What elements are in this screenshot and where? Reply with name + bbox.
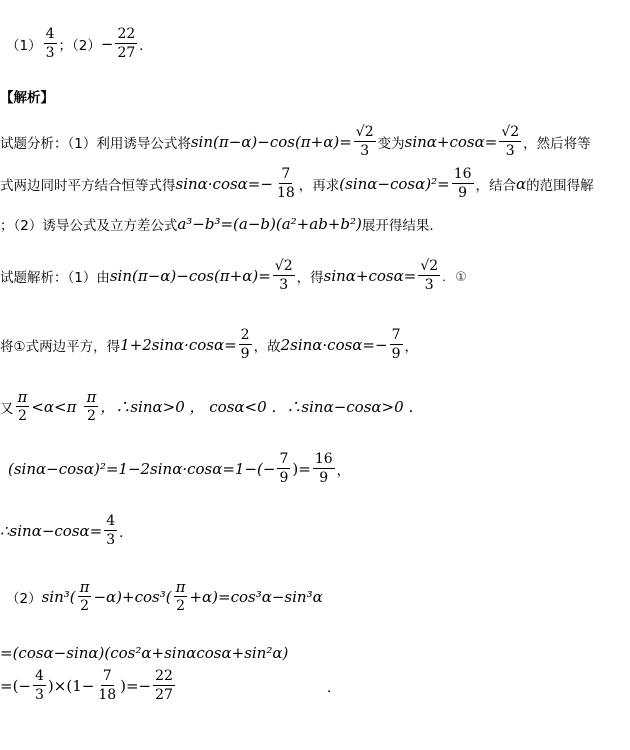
- seven-over-eighteen: $\frac{7}{18}$: [276, 166, 295, 201]
- part2-line-2: =(cosα−sinα)(cos²α+sinαcosα+sin²α): [0, 644, 289, 662]
- sqrt2-over-3-b: $\frac{√2}{3}$: [501, 124, 520, 159]
- answer-fraction-1: $\frac{4}{3}$: [45, 26, 55, 61]
- answer-fraction-2: $\frac{22}{27}$: [117, 26, 136, 61]
- analysis-line-2: 式两边同时平方结合恒等式得 sinα·cosα=− $\frac{7}{18}$ ，再求 (sinα−cosα)²= $\frac{16}{9}$ ，结合 α 的范围得解: [0, 166, 594, 201]
- answer-separator: ；（2）: [58, 37, 101, 54]
- solution-line-1: 试题解析：（1）由 sin(π−α)−cos(π+α)= $\frac{√2}{3}$ ，得 sinα+cosα= $\frac{√2}{3}$ ．①: [0, 258, 467, 293]
- solution-line-5: ∴sinα−cosα= $\frac{4}{3}$ ．: [0, 513, 133, 548]
- solution-line-3: 又 $\frac{\pi}{2}$ <α<π $\frac{\pi}{2}$ ，∴sinα>0 ， cosα<0 ．∴sinα−cosα>0 ．: [0, 388, 424, 424]
- analysis-heading: 【解析】: [0, 90, 54, 106]
- sixteen-over-nine: $\frac{16}{9}$: [453, 166, 472, 201]
- sqrt2-over-3: $\frac{√2}{3}$: [355, 124, 374, 159]
- answer-part1-label: （1）: [6, 37, 42, 54]
- analysis-line-3: ；（2）诱导公式及立方差公式 a³−b³=(a−b)(a²+ab+b²) 展开得结果．: [0, 215, 443, 234]
- part2-line-1: （2） sin³( $\frac{\pi}{2}$ −α)+cos³( $\frac{\pi}{2}$ +α)=cos³α−sin³α: [6, 578, 323, 614]
- solution-line-4: (sinα−cosα)²=1−2sinα·cosα=1−(− $\frac{7}{9}$ )= $\frac{16}{9}$ ，: [8, 451, 351, 486]
- solution-line-2: 将①式两边平方，得 1+2sinα·cosα= $\frac{2}{9}$ ，故 2sinα·cosα=− $\frac{7}{9}$ ，: [0, 327, 418, 362]
- equation-marker: ．①: [442, 270, 467, 285]
- analysis-line-1: 试题分析：（1）利用诱导公式将 sin(π−α)−cos(π+α)= $\frac{√2}{3}$ 变为 sinα+cosα= $\frac{√2}{3}$ ，然后将等: [0, 124, 591, 159]
- answer-line: （1） $\frac{4}{3}$ ；（2） − $\frac{22}{27}$ ．: [6, 26, 153, 61]
- part2-line-3: =(− $\frac{4}{3}$ )×(1− $\frac{7}{18}$ )=− $\frac{22}{27}$ ．: [0, 668, 341, 703]
